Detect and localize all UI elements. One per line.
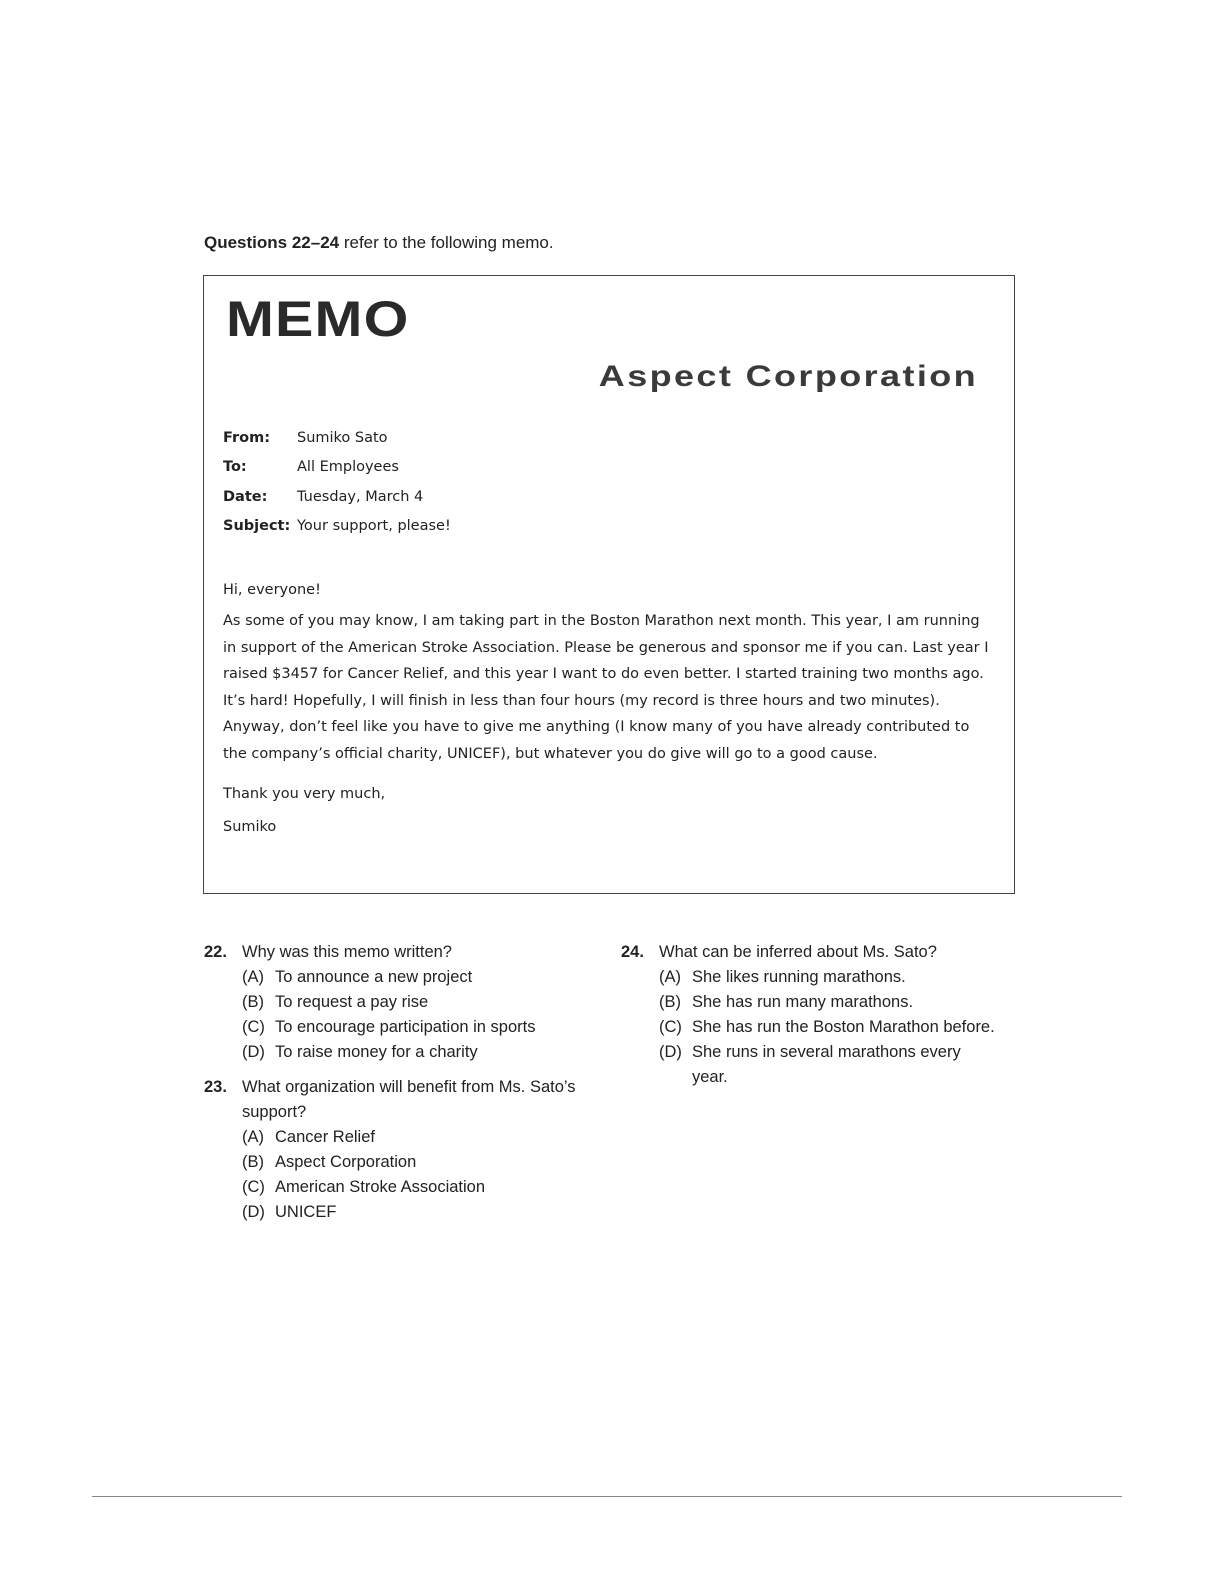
option-text: She has run many marathons. <box>692 993 914 1011</box>
closing: Thank you very much, <box>223 786 386 802</box>
option-text: To announce a new project <box>275 968 473 986</box>
option-letter: (D) <box>242 1043 265 1061</box>
option-text: To raise money for a charity <box>275 1043 478 1061</box>
option-d[interactable] <box>621 1040 1001 1090</box>
from-value: Sumiko Sato <box>297 429 388 446</box>
option-letter: (A) <box>659 968 681 986</box>
question-stem: What can be inferred about Ms. Sato? <box>659 943 937 961</box>
option-c[interactable] <box>621 1015 1001 1040</box>
option-a[interactable] <box>204 965 604 990</box>
date-label: Date: <box>223 488 268 505</box>
footer-divider <box>92 1496 1122 1497</box>
option-a[interactable] <box>621 965 1001 990</box>
from-label: From: <box>223 429 270 446</box>
option-text: She likes running marathons. <box>692 968 906 986</box>
question-22 <box>204 940 604 1065</box>
option-b[interactable] <box>204 1150 604 1175</box>
question-23 <box>204 1075 604 1225</box>
option-letter: (D) <box>659 1043 682 1061</box>
subject-label: Subject: <box>223 518 291 535</box>
to-label: To: <box>223 459 247 476</box>
option-letter: (D) <box>242 1203 265 1221</box>
option-text: She has run the Boston Marathon before. <box>692 1018 995 1036</box>
company-name: Aspect Corporation <box>598 360 978 393</box>
option-text: To encourage participation in sports <box>275 1018 536 1036</box>
option-text: To request a pay rise <box>275 993 429 1011</box>
question-stem: What organization will benefit from Ms. Sato’s support? <box>242 1078 576 1121</box>
option-letter: (B) <box>242 1153 264 1171</box>
option-text: Aspect Corporation <box>275 1153 417 1171</box>
option-c[interactable] <box>204 1175 604 1200</box>
header-row-date <box>223 482 451 512</box>
option-a[interactable] <box>204 1125 604 1150</box>
header-row-from <box>223 423 451 453</box>
option-text: UNICEF <box>275 1203 337 1221</box>
memo-body <box>223 582 993 842</box>
greeting: Hi, everyone! <box>223 582 321 598</box>
option-letter: (C) <box>242 1018 265 1036</box>
signature: Sumiko <box>223 819 277 835</box>
question-24 <box>621 940 1001 1090</box>
option-text: American Stroke Association <box>275 1178 486 1196</box>
option-d[interactable] <box>204 1200 604 1225</box>
option-letter: (B) <box>242 993 264 1011</box>
option-letter: (C) <box>242 1178 265 1196</box>
subject-value: Your support, please! <box>297 518 451 535</box>
memo-box <box>203 275 1015 894</box>
header-row-subject <box>223 512 451 542</box>
question-number: 23. <box>204 1078 227 1096</box>
body-paragraph: As some of you may know, I am taking part in the Boston Marathon next month. This year, I am running in support of the American Stroke Association. Please be generous and sponsor me if you can. Last year I raised $3457 for Cancer Relief, and this year I want to do even better. I started training two months ago. It’s hard! Hopefully, I will finish in less than four hours (my record is three hours and two minutes). Anyway, don’t feel like you have to give me anything (I know many of you have already contributed to the company’s official charity, UNICEF), but whatever you do give will go to a good cause. <box>223 613 989 762</box>
date-value: Tuesday, March 4 <box>297 488 424 505</box>
memo-title: MEMO <box>226 291 410 347</box>
option-text: She runs in several marathons every year. <box>692 1043 961 1086</box>
option-letter: (B) <box>659 993 681 1011</box>
questions-intro <box>204 233 554 253</box>
header-row-to <box>223 453 451 483</box>
question-number: 24. <box>621 943 644 961</box>
option-letter: (A) <box>242 1128 264 1146</box>
option-b[interactable] <box>621 990 1001 1015</box>
questions-range: Questions 22–24 <box>204 233 340 252</box>
questions-left-column <box>204 940 604 1235</box>
option-b[interactable] <box>204 990 604 1015</box>
option-letter: (C) <box>659 1018 682 1036</box>
question-stem: Why was this memo written? <box>242 943 452 961</box>
question-number: 22. <box>204 943 227 961</box>
option-c[interactable] <box>204 1015 604 1040</box>
questions-right-column <box>621 940 1001 1100</box>
option-d[interactable] <box>204 1040 604 1065</box>
intro-text: refer to the following memo. <box>339 233 554 252</box>
memo-header <box>223 423 451 541</box>
option-text: Cancer Relief <box>275 1128 375 1146</box>
to-value: All Employees <box>297 459 399 476</box>
option-letter: (A) <box>242 968 264 986</box>
